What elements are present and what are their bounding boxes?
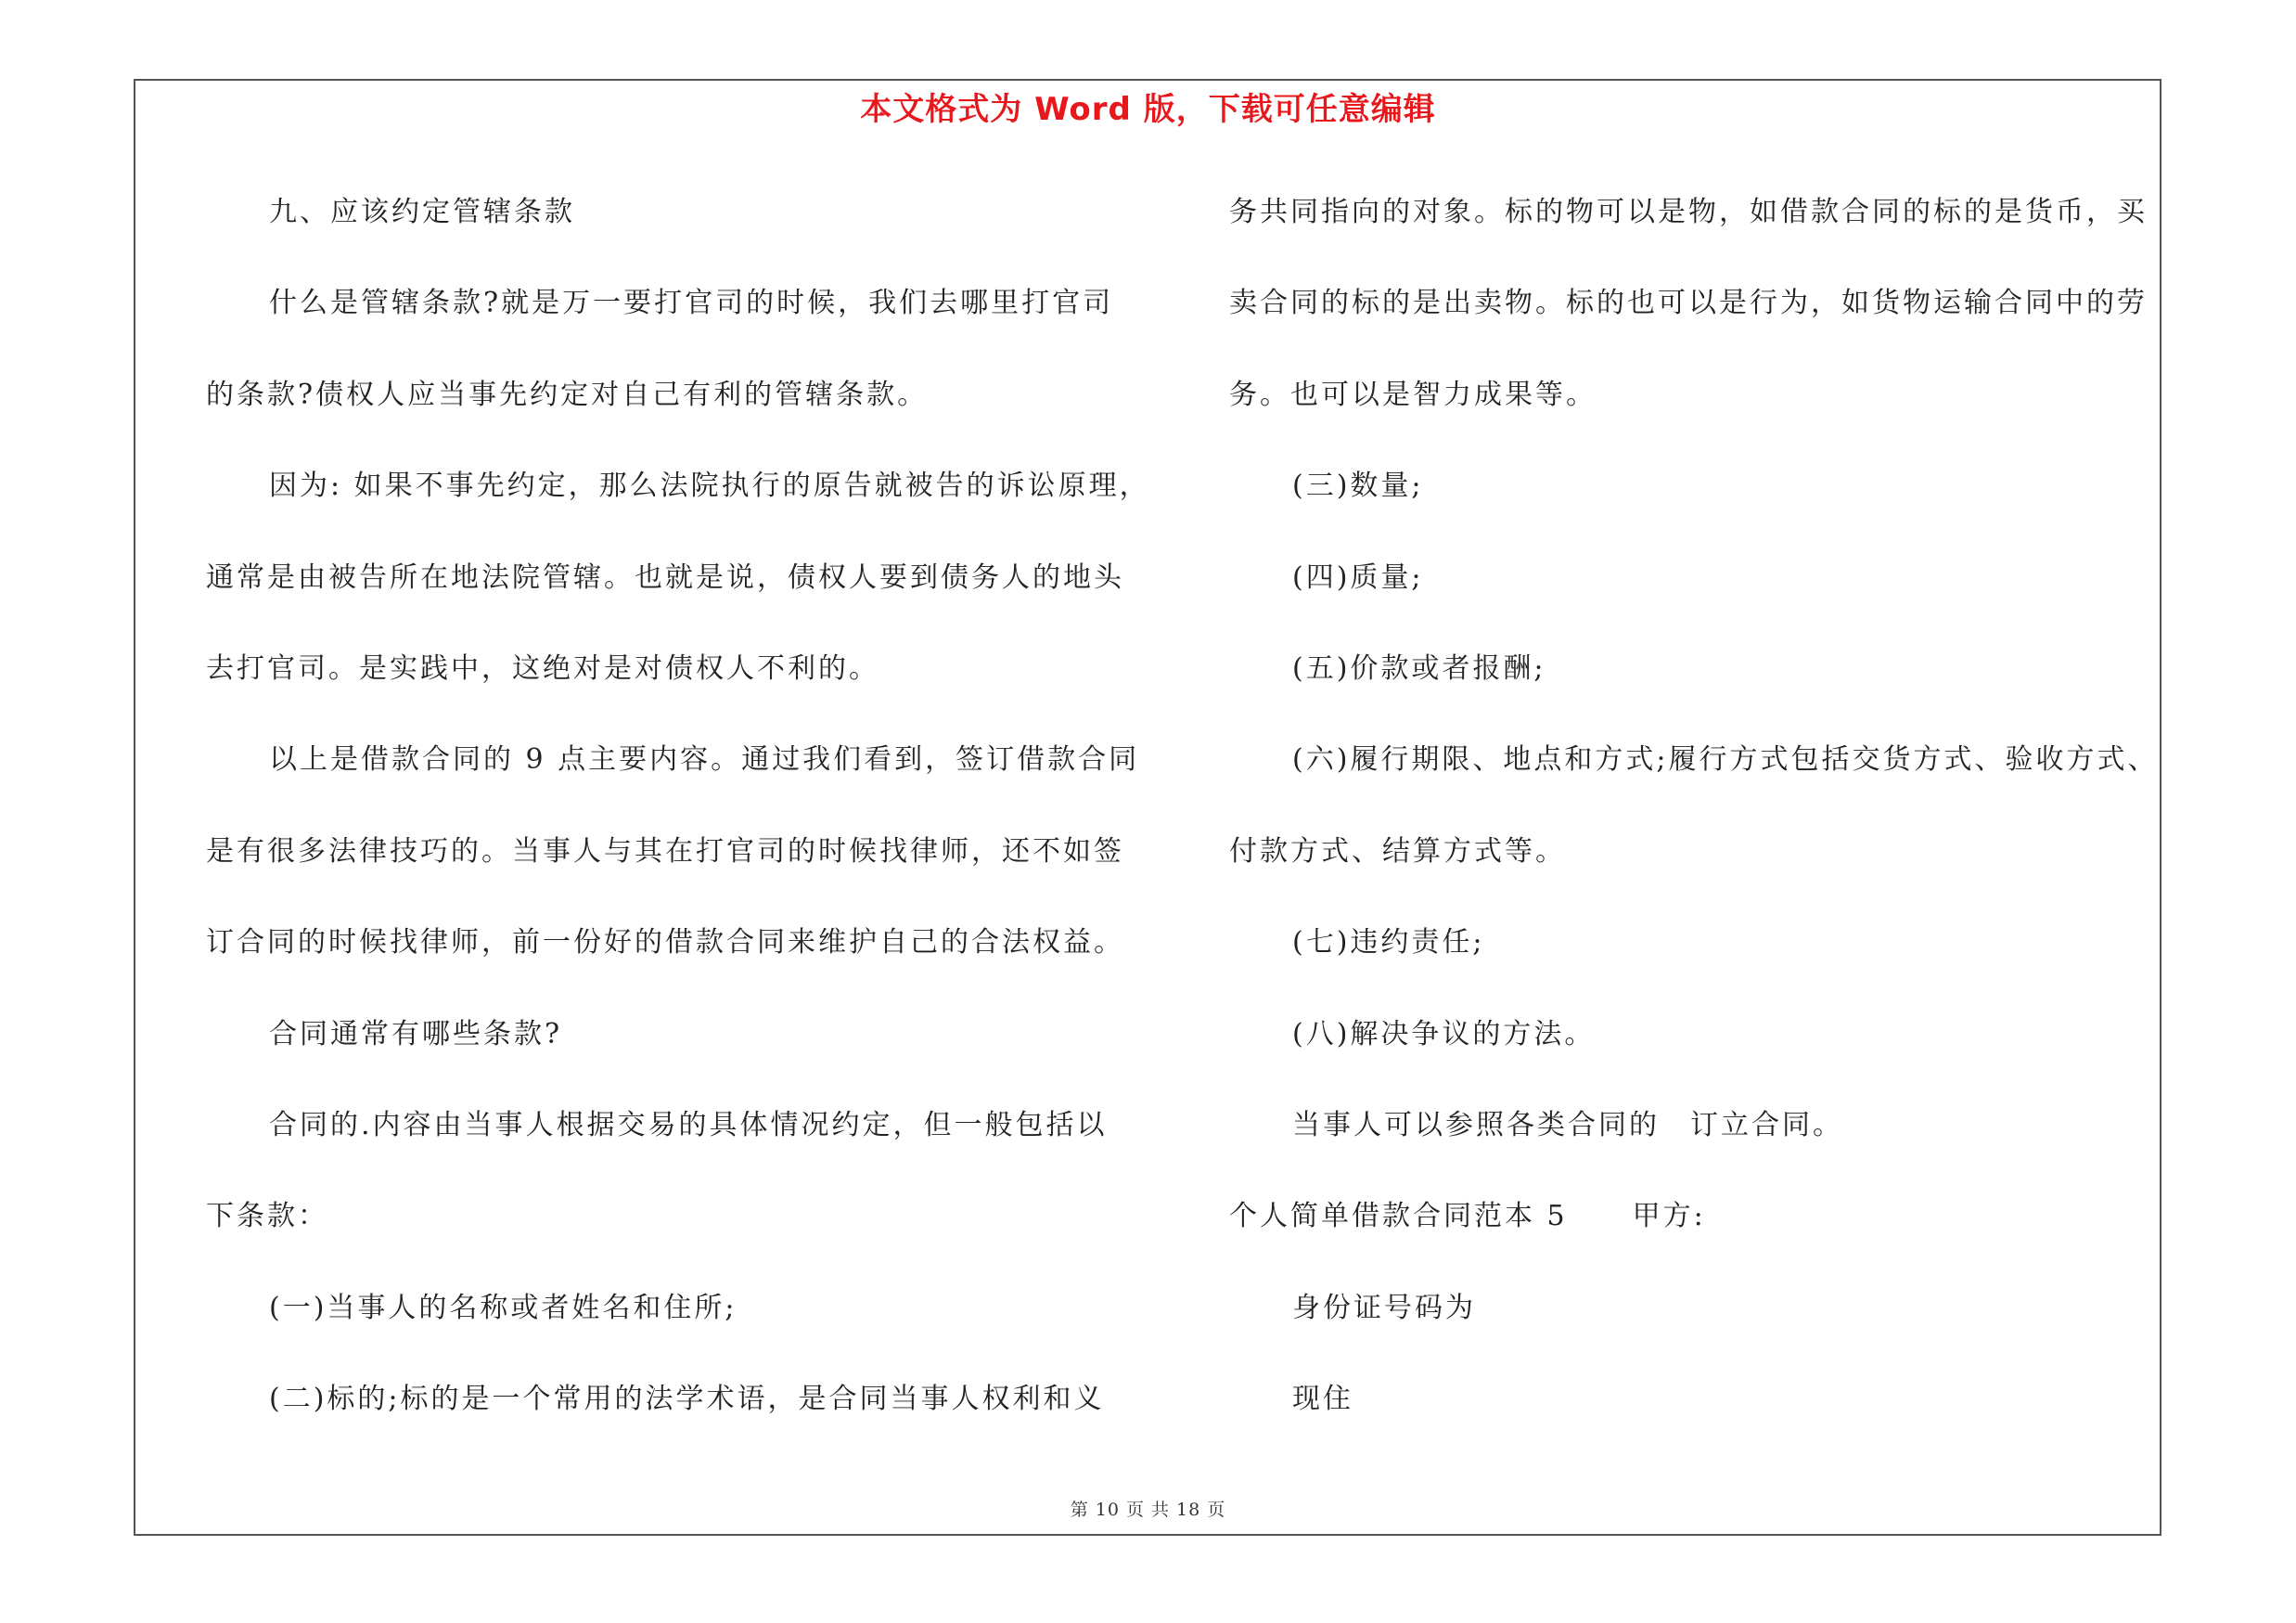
paragraph-line: (八)解决争议的方法。 (1292, 1017, 1596, 1050)
format-banner: 本文格式为 Word 版，下载可任意编辑 (860, 91, 1436, 128)
paragraph-line: 下条款： (206, 1200, 328, 1233)
paragraph-line: 当事人可以参照各类合同的 订立合同。 (1292, 1108, 1843, 1141)
paragraph-line: (四)质量; (1292, 560, 1424, 594)
paragraph-line: 务共同指向的对象。标的物可以是物，如借款合同的标的是货币，买 (1229, 196, 2148, 228)
paragraph-line: 通常是由被告所在地法院管辖。也就是说，债权人要到债务人的地头 (206, 560, 1124, 594)
page-number: 第 10 页 共 18 页 (1070, 1500, 1226, 1520)
paragraph-line: 合同通常有哪些条款? (269, 1017, 563, 1050)
paragraph-line: 以上是借款合同的 9 点主要内容。通过我们看到，签订借款合同 (269, 743, 1140, 777)
paragraph-line: (五)价款或者报酬; (1292, 651, 1546, 685)
section-title: 个人简单借款合同范本 5 (1229, 1200, 1568, 1233)
paragraph-line: 务。也可以是智力成果等。 (1229, 378, 1597, 411)
paragraph-line: 身份证号码为 (1292, 1291, 1476, 1324)
party-a-label: 甲方: (1632, 1200, 1706, 1233)
paragraph-line: 卖合同的标的是出卖物。标的也可以是行为，如货物运输合同中的劳 (1229, 287, 2148, 320)
paragraph-line: 合同的.内容由当事人根据交易的具体情况约定，但一般包括以 (269, 1108, 1108, 1141)
paragraph-line: 去打官司。是实践中，这绝对是对债权人不利的。 (206, 651, 879, 685)
paragraph-line: (三)数量; (1292, 470, 1424, 503)
paragraph-line: 九、应该约定管辖条款 (269, 196, 575, 228)
paragraph-line: 的条款?债权人应当事先约定对自己有利的管辖条款。 (206, 378, 929, 411)
paragraph-line: (一)当事人的名称或者姓名和住所; (269, 1291, 738, 1324)
paragraph-line: 现住 (1292, 1383, 1353, 1416)
paragraph-line: 因为: 如果不事先约定，那么法院执行的原告就被告的诉讼原理， (269, 470, 1150, 503)
paragraph-line: 订合同的时候找律师，前一份好的借款合同来维护自己的合法权益。 (206, 926, 1124, 960)
paragraph-line: (七)违约责任; (1292, 926, 1485, 960)
paragraph-line: 是有很多法律技巧的。当事人与其在打官司的时候找律师，还不如签 (206, 834, 1124, 868)
section-heading-line (1229, 1185, 2175, 1276)
right-column (1229, 181, 2175, 1459)
paragraph-line: 什么是管辖条款?就是万一要打官司的时候，我们去哪里打官司 (269, 287, 1114, 320)
left-column (206, 181, 1171, 1459)
paragraph-line: (二)标的;标的是一个常用的法学术语，是合同当事人权利和义 (269, 1383, 1105, 1416)
paragraph-line: (六)履行期限、地点和方式;履行方式包括交货方式、验收方式、 (1292, 743, 2159, 777)
paragraph-line: 付款方式、结算方式等。 (1229, 834, 1566, 868)
